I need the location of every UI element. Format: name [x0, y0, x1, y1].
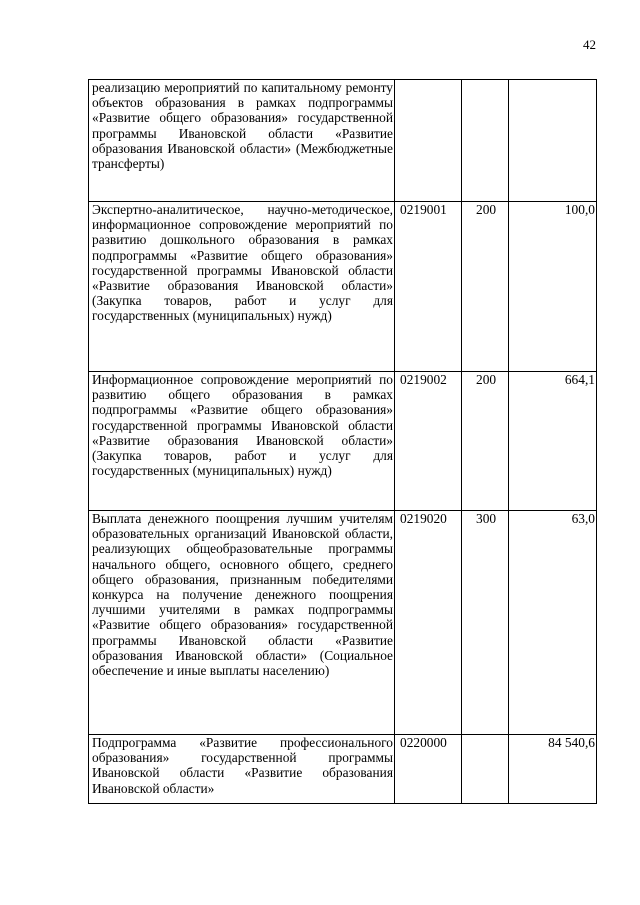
table-row — [89, 80, 597, 202]
amount-cell: 63,0 — [509, 511, 597, 735]
expense-type-cell — [462, 735, 509, 804]
target-article-cell: 0220000 — [395, 735, 462, 804]
amount-cell: 100,0 — [509, 202, 597, 372]
row-name-cell: Информационное сопровождение мероприятий по развитию общего образования в рамках подпрограммы «Развитие общего образования» государственной программы Ивановской области «Развитие образования Ивановской области» (Закупка товаров, работ и услуг для государственных (муниципальных) нужд) — [89, 372, 395, 511]
amount-cell: 664,1 — [509, 372, 597, 511]
expense-type-cell — [462, 80, 509, 202]
table-row — [89, 372, 597, 511]
table-row — [89, 511, 597, 735]
amount-cell — [509, 80, 597, 202]
expense-type-cell: 200 — [462, 202, 509, 372]
target-article-cell: 0219002 — [395, 372, 462, 511]
budget-table — [88, 79, 597, 804]
target-article-cell: 0219001 — [395, 202, 462, 372]
table-row — [89, 202, 597, 372]
target-article-cell — [395, 80, 462, 202]
amount-cell: 84 540,6 — [509, 735, 597, 804]
row-name-cell: Подпрограмма «Развитие профессионального образования» государственной программы Ивановской области «Развитие образования Ивановской области» — [89, 735, 395, 804]
page-number: 42 — [583, 37, 596, 52]
row-name-cell: реализацию мероприятий по капитальному ремонту объектов образования в рамках подпрограммы «Развитие общего образования» государственной программы Ивановской области «Развитие образования Ивановской области» (Межбюджетные трансферты) — [89, 80, 395, 202]
row-name-cell: Экспертно-аналитическое, научно-методическое, информационное сопровождение мероприятий по развитию дошкольного образования в рамках подпрограммы «Развитие общего образования» государственной программы Ивановской области «Развитие образования Ивановской области» (Закупка товаров, работ и услуг для государственных (муниципальных) нужд) — [89, 202, 395, 372]
table-row — [89, 735, 597, 804]
expense-type-cell: 300 — [462, 511, 509, 735]
target-article-cell: 0219020 — [395, 511, 462, 735]
row-name-cell: Выплата денежного поощрения лучшим учителям образовательных организаций Ивановской области, реализующих общеобразовательные программы начального общего, основного общего, среднего общего образования, признанным победителями конкурса на получение денежного поощрения лучшими учителями в рамках подпрограммы «Развитие общего образования» государственной программы Ивановской области «Развитие образования Ивановской области» (Социальное обеспечение и иные выплаты населению) — [89, 511, 395, 735]
expense-type-cell: 200 — [462, 372, 509, 511]
